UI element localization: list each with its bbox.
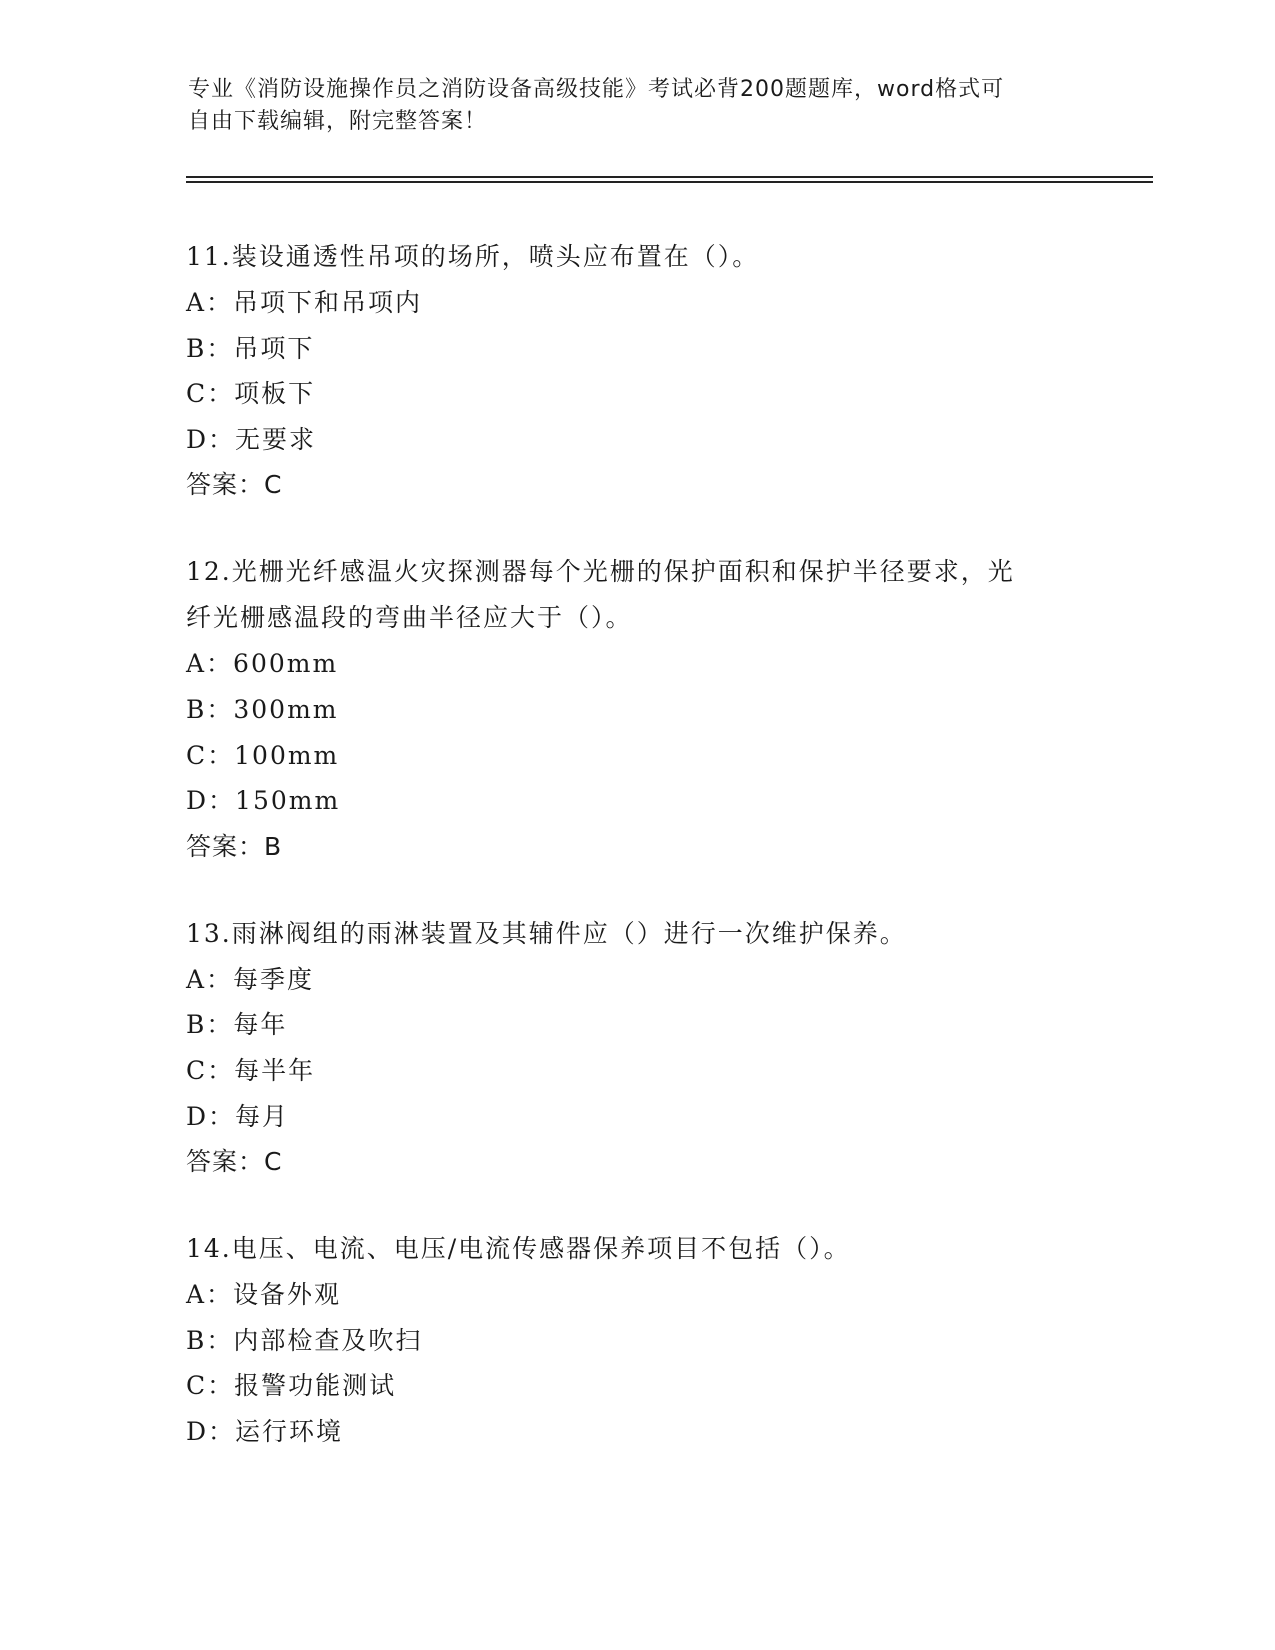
question-text: 12.光栅光纤感温火灾探测器每个光栅的保护面积和保护半径要求，光 bbox=[186, 557, 1015, 587]
answer-text: 答案：B bbox=[186, 831, 283, 861]
option-d: D：无要求 bbox=[186, 424, 317, 454]
question-text: 14.电压、电流、电压/电流传感器保养项目不包括（）。 bbox=[186, 1234, 851, 1264]
option-b: B：每年 bbox=[186, 1010, 288, 1040]
answer-text: 答案：C bbox=[186, 470, 283, 500]
question-11 bbox=[186, 234, 1106, 507]
question-text: 13.雨淋阀组的雨淋装置及其辅件应（）进行一次维护保养。 bbox=[186, 918, 907, 948]
option-d: D：每月 bbox=[186, 1101, 290, 1131]
question-text: 11.装设通透性吊项的场所，喷头应布置在（）。 bbox=[186, 242, 760, 271]
question-12 bbox=[186, 549, 1106, 868]
header-divider-top bbox=[186, 176, 1153, 178]
answer-text: 答案：C bbox=[186, 1147, 283, 1177]
question-13 bbox=[186, 911, 1106, 1184]
option-a: A：每季度 bbox=[186, 964, 315, 994]
option-b: B：300mm bbox=[186, 694, 339, 724]
option-c: C：报警功能测试 bbox=[186, 1371, 397, 1401]
header-line-2: 自由下载编辑，附完整答案！ bbox=[188, 109, 488, 134]
option-b: B：吊项下 bbox=[186, 333, 315, 363]
document-header bbox=[188, 74, 1078, 138]
option-c: C：每半年 bbox=[186, 1055, 316, 1085]
option-c: C：100mm bbox=[186, 740, 340, 770]
option-a: A：600mm bbox=[186, 649, 339, 679]
option-c: C：项板下 bbox=[186, 379, 316, 409]
header-line-1: 专业《消防设施操作员之消防设备高级技能》考试必背200题题库，word格式可 bbox=[188, 77, 1005, 102]
question-14 bbox=[186, 1226, 1106, 1454]
question-text-continued: 纤光栅感温段的弯曲半径应大于（）。 bbox=[186, 603, 633, 633]
option-a: A：设备外观 bbox=[186, 1280, 342, 1310]
option-b: B：内部检查及吹扫 bbox=[186, 1325, 423, 1355]
header-divider-bottom bbox=[186, 181, 1153, 183]
option-d: D：运行环境 bbox=[186, 1416, 344, 1446]
option-a: A：吊项下和吊项内 bbox=[186, 288, 423, 317]
question-list bbox=[186, 234, 1106, 1497]
option-d: D：150mm bbox=[186, 786, 341, 816]
